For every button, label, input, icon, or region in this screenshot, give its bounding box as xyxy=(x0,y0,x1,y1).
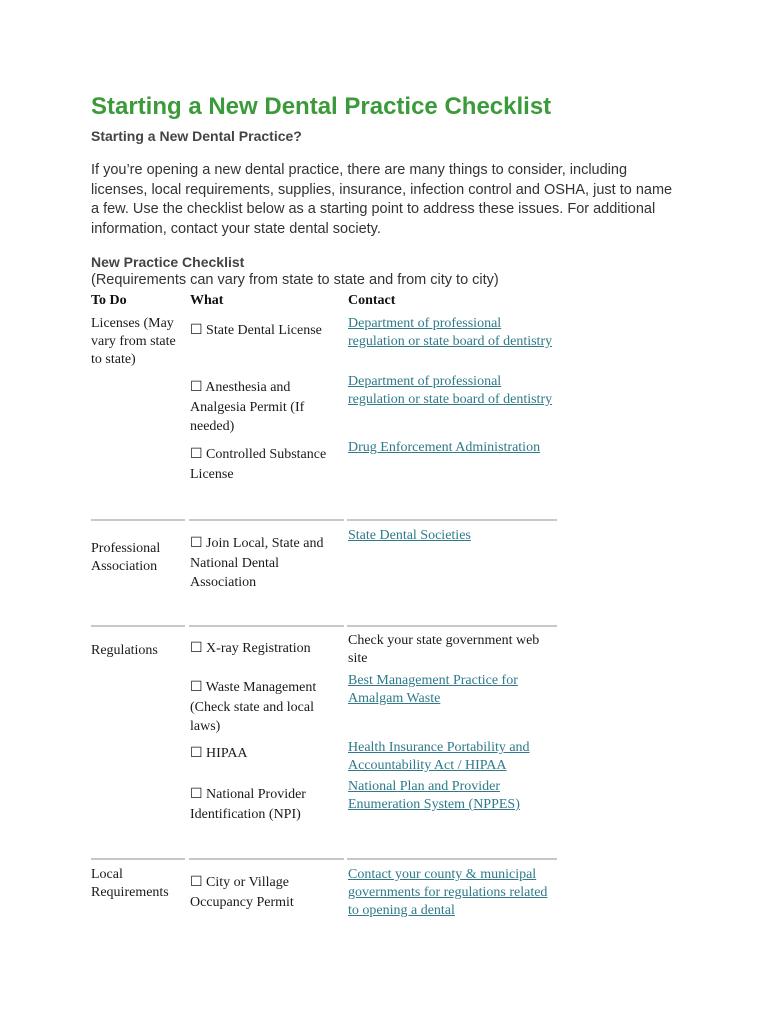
intro-paragraph xyxy=(91,161,681,239)
checklist-item[interactable]: ☐ Controlled Substance License xyxy=(190,447,327,482)
row-separator xyxy=(189,858,344,860)
header-contact: Contact xyxy=(348,293,396,308)
checklist-item[interactable]: ☐ National Provider Identification (NPI) xyxy=(190,787,306,822)
row-separator xyxy=(91,858,185,860)
row-separator xyxy=(347,519,557,521)
todo-professional: Professional Association xyxy=(91,541,161,574)
header-what: What xyxy=(190,293,224,308)
row-separator xyxy=(347,858,557,860)
contact-link[interactable]: Best Management Practice for Amalgam Waste xyxy=(348,673,518,706)
intro-line: a few. Use the checklist below as a starting point to address these issues. For additional xyxy=(91,201,656,217)
contact-link[interactable]: Contact your county & municipal governments for regulations related to opening a dental xyxy=(348,867,548,918)
todo-licenses: Licenses (May vary from state to state) xyxy=(91,316,176,367)
header-todo: To Do xyxy=(91,293,127,308)
contact-text: Check your state government web site xyxy=(348,633,540,666)
checklist-item[interactable]: ☐ City or Village Occupancy Permit xyxy=(190,875,294,910)
checklist-note: (Requirements can vary from state to state and from city to city) xyxy=(91,272,499,288)
row-separator xyxy=(91,519,185,521)
todo-regulations: Regulations xyxy=(91,643,158,658)
row-separator xyxy=(91,625,185,627)
contact-link[interactable]: State Dental Societies xyxy=(348,528,471,543)
intro-line: If you’re opening a new dental practice, there are many things to consider, including xyxy=(91,162,628,178)
checklist-item[interactable]: ☐ Waste Management (Check state and local laws) xyxy=(190,680,317,734)
contact-link[interactable]: Drug Enforcement Administration xyxy=(348,440,541,455)
contact-link[interactable]: Department of professional regulation or state board of dentistry xyxy=(348,316,553,349)
checklist-item[interactable]: ☐ Join Local, State and National Dental Association xyxy=(190,536,324,590)
checklist-item[interactable]: ☐ HIPAA xyxy=(190,746,248,761)
row-separator xyxy=(189,625,344,627)
checklist-item[interactable]: ☐ Anesthesia and Analgesia Permit (If needed) xyxy=(190,380,305,434)
checklist-item[interactable]: ☐ X-ray Registration xyxy=(190,641,311,656)
checklist-title: New Practice Checklist xyxy=(91,254,245,270)
intro-line: licenses, local requirements, supplies, insurance, infection control and OSHA, just to name xyxy=(91,181,673,198)
page-title: Starting a New Dental Practice Checklist xyxy=(91,93,552,120)
contact-link[interactable]: Health Insurance Portability and Accountability Act / HIPAA xyxy=(348,740,530,773)
row-separator xyxy=(347,625,557,627)
checklist-item[interactable]: ☐ State Dental License xyxy=(190,323,322,338)
contact-link[interactable]: National Plan and Provider Enumeration System (NPPES) xyxy=(348,779,520,812)
todo-local: Local Requirements xyxy=(91,867,169,900)
page-subtitle: Starting a New Dental Practice? xyxy=(91,128,302,144)
contact-link[interactable]: Department of professional regulation or state board of dentistry xyxy=(348,374,553,407)
intro-line: information, contact your state dental society. xyxy=(91,220,381,237)
row-separator xyxy=(189,519,344,521)
